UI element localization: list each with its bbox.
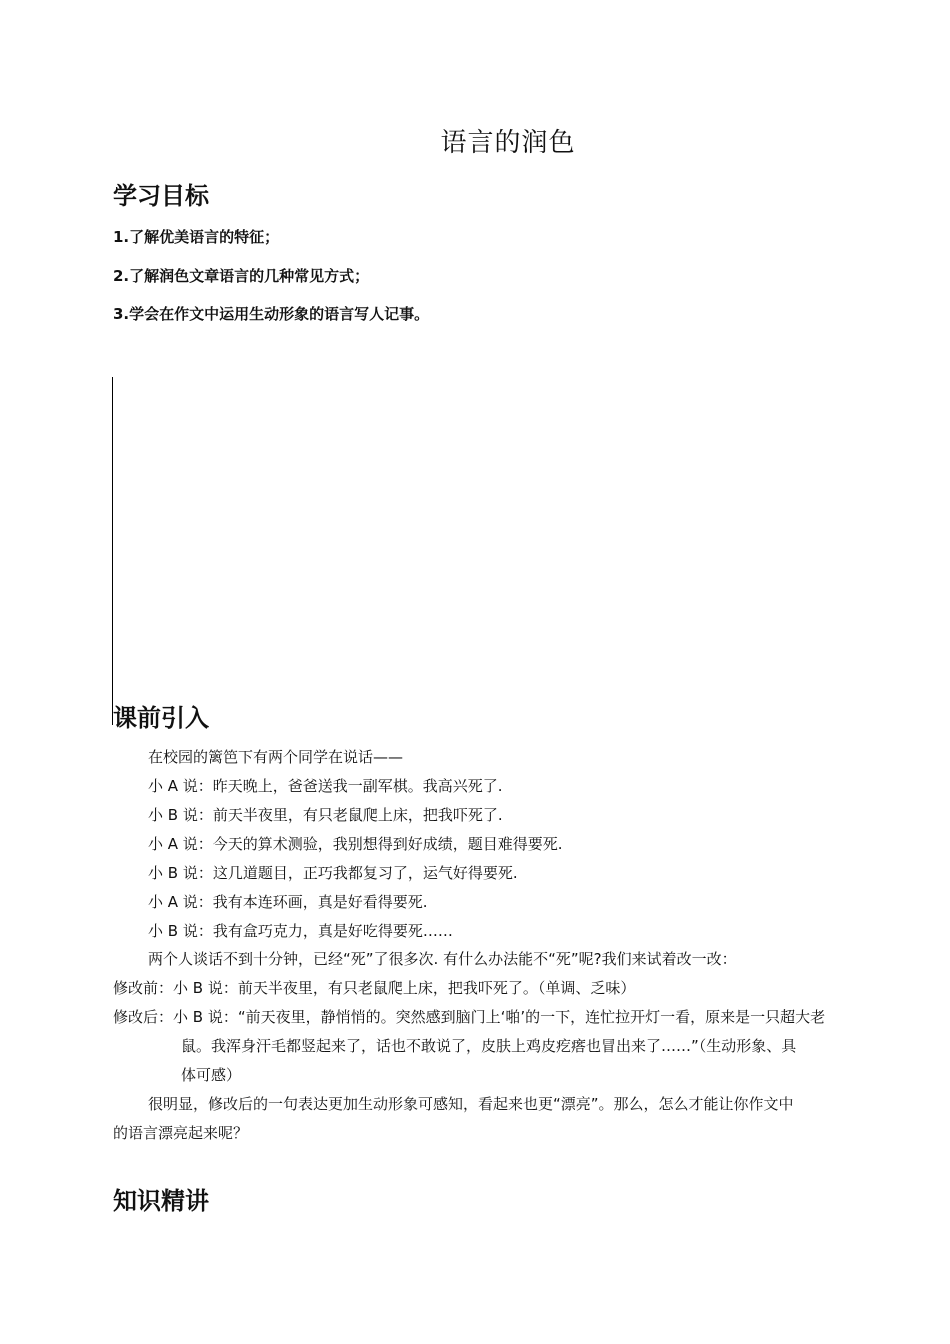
- goal-item-2: 2.了解润色文章语言的几种常见方式；: [113, 267, 370, 285]
- goal-item-1: 1.了解优美语言的特征；: [113, 228, 280, 246]
- dialogue-line: 小 A 说：今天的算术测验，我别想得到好成绩，题目难得要死.: [148, 835, 563, 853]
- page-title: 语言的润色: [440, 128, 576, 158]
- intro-opening: 在校园的篱笆下有两个同学在说话——: [148, 748, 404, 766]
- intro-conclusion: 很明显，修改后的一句表达更加生动形象可感知，看起来也更“漂亮”。那么，怎么才能让你作文中: [148, 1095, 794, 1113]
- revision-after-continued: 鼠。我浑身汗毛都竖起来了，话也不敢说了，皮肤上鸡皮疙瘩也冒出来了……”（生动形象、具: [181, 1037, 797, 1055]
- section-heading-knowledge: 知识精讲: [113, 1187, 209, 1215]
- dialogue-line: 小 B 说：这几道题目，正巧我都复习了，运气好得要死.: [148, 864, 518, 882]
- dialogue-line: 小 B 说：我有盒巧克力，真是好吃得要死……: [148, 922, 453, 940]
- dialogue-line: 小 B 说：前天半夜里，有只老鼠爬上床，把我吓死了.: [148, 806, 503, 824]
- section-heading-intro: 课前引入: [113, 704, 209, 732]
- dialogue-line: 小 A 说：我有本连环画，真是好看得要死.: [148, 893, 428, 911]
- goal-item-3: 3.学会在作文中运用生动形象的语言写人记事。: [113, 305, 430, 323]
- revision-before: 修改前：小 B 说：前天半夜里，有只老鼠爬上床，把我吓死了。（单调、乏味）: [113, 979, 636, 997]
- section-heading-goals: 学习目标: [113, 182, 209, 210]
- vertical-rule: [112, 377, 113, 725]
- revision-after-continued: 体可感）: [181, 1066, 242, 1084]
- revision-after: 修改后：小 B 说：“前天夜里，静悄悄的。突然感到脑门上‘啪’的一下，连忙拉开灯一看，原来是一只超大老: [113, 1008, 826, 1026]
- dialogue-line: 小 A 说：昨天晚上，爸爸送我一副军棋。我高兴死了.: [148, 777, 503, 795]
- intro-question: 两个人谈话不到十分钟，已经“死”了很多次. 有什么办法能不“死”呢?我们来试着改一改：: [148, 950, 737, 968]
- intro-conclusion-continued: 的语言漂亮起来呢？: [113, 1124, 249, 1142]
